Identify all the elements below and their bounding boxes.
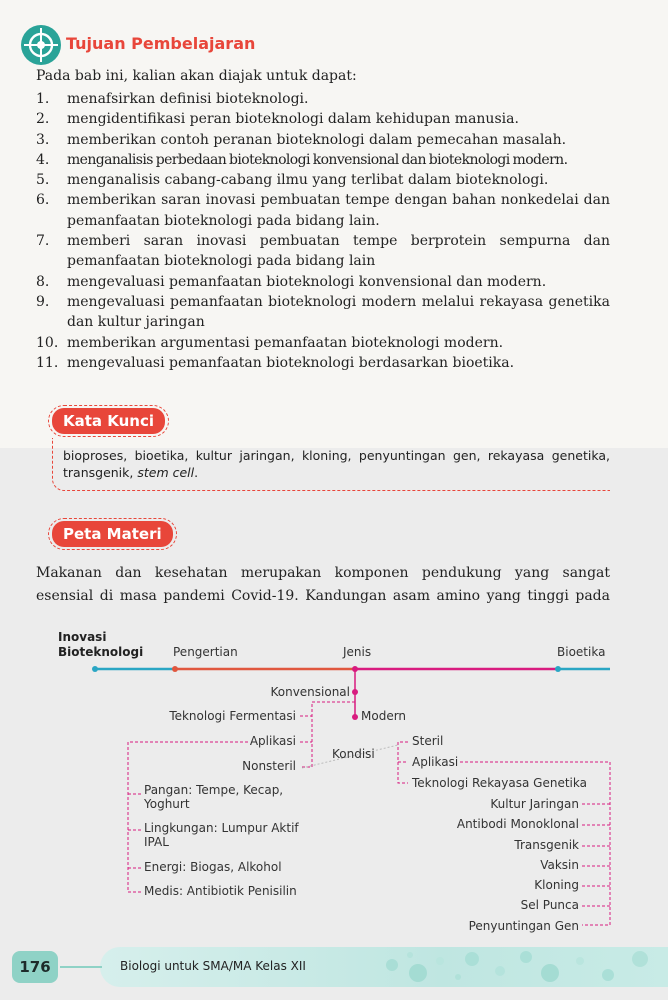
- map-leaf-transgenik: Transgenik: [514, 838, 579, 852]
- map-leaf-kultur-jaringan: Kultur Jaringan: [490, 797, 579, 811]
- list-item: 10. memberikan argumentasi pemanfaatan bioteknologi modern.: [36, 334, 504, 351]
- list-item: 9. mengevaluasi pemanfaatan bioteknologi modern melalui rekayasa genetika dan kultur jaringan: [36, 293, 610, 331]
- section-title: Tujuan Pembelajaran: [66, 34, 256, 53]
- map-leaf-antibodi: Antibodi Monoklonal: [456, 817, 579, 831]
- map-root-label: Bioteknologi: [58, 645, 144, 659]
- objectives-intro: Pada bab ini, kalian akan diajak untuk dapat:: [36, 68, 357, 84]
- map-leaf-kloning: Kloning: [534, 878, 579, 892]
- map-node-aplikasi-left: Aplikasi: [249, 734, 296, 748]
- list-item: 8. mengevaluasi pemanfaatan bioteknologi konvensional dan modern.: [36, 273, 547, 290]
- book-title: Biologi untuk SMA/MA Kelas XII: [120, 959, 306, 973]
- list-item: 3. memberikan contoh peranan bioteknologi dalam pemecahan masalah.: [36, 131, 567, 148]
- map-leaf-sel-punca: Sel Punca: [520, 898, 579, 912]
- list-item: 11. mengevaluasi pemanfaatan bioteknologi berdasarkan bioetika.: [36, 354, 515, 371]
- map-node-bioetika: Bioetika: [557, 645, 606, 659]
- keyword-label: Kata Kunci: [52, 408, 165, 434]
- map-leaf-lingkungan: IPAL: [144, 835, 169, 849]
- page-number: 176: [12, 951, 58, 983]
- list-item: 5. menganalisis cabang-cabang ilmu yang terlibat dalam bioteknologi.: [36, 172, 549, 189]
- list-item: 1. menafsirkan definisi bioteknologi.: [36, 91, 309, 107]
- list-item: 4. menganalisis perbedaan bioteknologi konvensional dan bioteknologi modern.: [36, 151, 568, 168]
- paragraph-line: Makanan dan kesehatan merupakan komponen pendukung yang sangat: [36, 565, 610, 581]
- objectives-list: [36, 89, 610, 373]
- map-leaf-penyuntingan: Penyuntingan Gen: [468, 919, 579, 933]
- map-leaf-lingkungan: Lingkungan: Lumpur Aktif: [144, 821, 299, 835]
- map-node-konvensional: Konvensional: [270, 685, 350, 699]
- map-node-nonsteril: Nonsteril: [242, 759, 296, 773]
- map-leaf-pangan: Yoghurt: [144, 797, 190, 811]
- map-node-jenis: Jenis: [343, 645, 372, 659]
- map-root-label: Inovasi: [58, 630, 107, 644]
- map-node-trg: Teknologi Rekayasa Genetika: [412, 776, 587, 790]
- list-item: 7. memberi saran inovasi pembuatan tempe berprotein sempurna dan pemanfaatan bioteknologi pada bidang lain: [36, 233, 610, 270]
- keyword-badge: [48, 405, 169, 437]
- concept-map-badge: [48, 518, 177, 550]
- map-leaf-medis: Medis: Antibiotik Penisilin: [144, 884, 297, 898]
- map-node-pengertian: Pengertian: [173, 645, 238, 659]
- map-node-teknologi-fermentasi: Teknologi Fermentasi: [169, 709, 296, 723]
- list-item: 6. memberikan saran inovasi pembuatan tempe dengan bahan nonkedelai dan pemanfaatan bioteknologi pada bidang lain.: [36, 192, 610, 229]
- concept-map-label: Peta Materi: [52, 521, 173, 547]
- map-node-modern: Modern: [361, 709, 407, 723]
- keyword-text: bioproses, bioetika, kultur jaringan, kloning, penyuntingan gen, rekayasa genetika, transgenik, stem cell.: [63, 448, 610, 480]
- map-node-steril: Steril: [412, 734, 444, 748]
- map-node-kondisi: Kondisi: [332, 747, 375, 761]
- map-leaf-pangan: Pangan: Tempe, Kecap,: [144, 783, 284, 797]
- paragraph-line: esensial di masa pandemi Covid-19. Kandungan asam amino yang tinggi pada: [36, 588, 610, 604]
- map-leaf-energi: Energi: Biogas, Alkohol: [144, 860, 282, 874]
- target-icon: [20, 24, 62, 66]
- list-item: 2. mengidentifikasi peran bioteknologi dalam kehidupan manusia.: [36, 111, 519, 128]
- map-node-aplikasi-right: Aplikasi: [412, 755, 459, 769]
- map-leaf-vaksin: Vaksin: [540, 858, 579, 872]
